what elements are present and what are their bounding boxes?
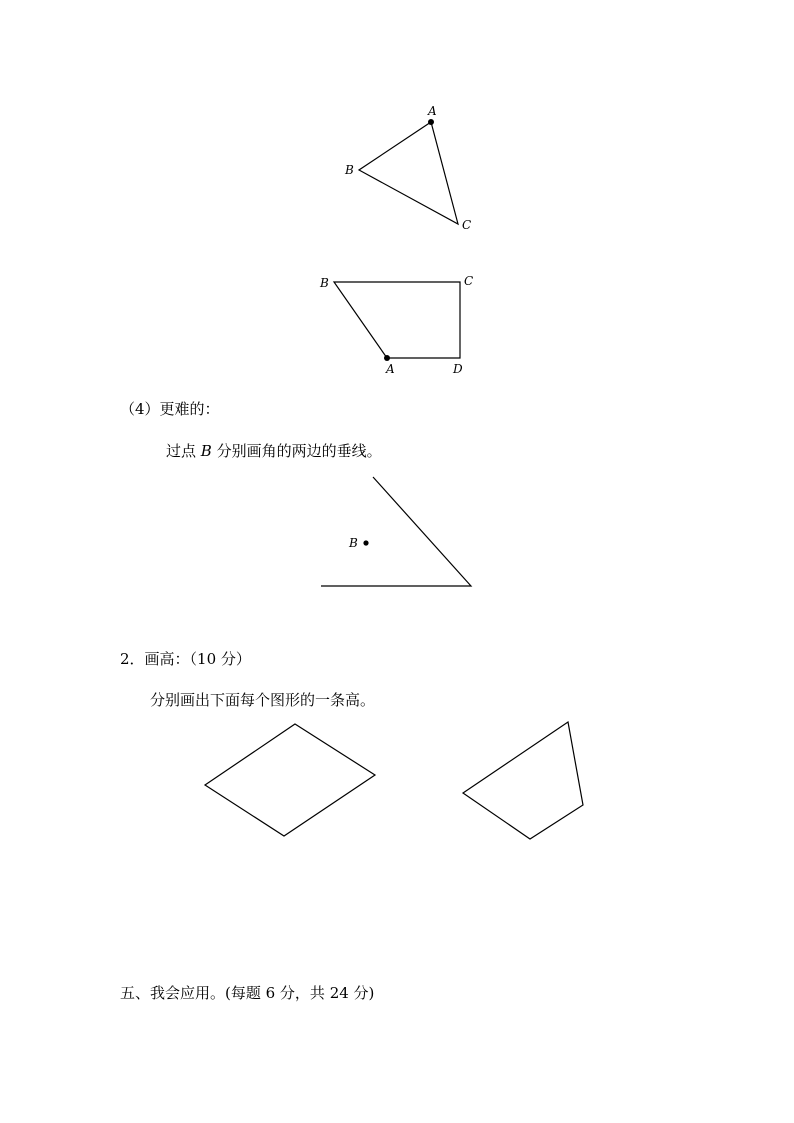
label-b: B: [349, 536, 358, 550]
section-4-instruction: [166, 441, 382, 461]
section-4-heading: （4）更难的：: [120, 400, 220, 418]
point-b-dot: [363, 540, 368, 545]
point-a-dot: [428, 119, 434, 125]
question-2-heading: 2．画高：（10 分）: [120, 650, 251, 668]
label-a: A: [386, 362, 395, 376]
rhombus-figure: [205, 724, 375, 836]
instruction-point: B: [200, 442, 212, 460]
question-2-instruction: 分别画出下面每个图形的一条高。: [150, 691, 376, 709]
instruction-suffix: 分别画角的两边的垂线。: [216, 442, 382, 460]
angle-figure: [321, 477, 471, 586]
triangle-abc: [359, 122, 458, 224]
label-a: A: [428, 104, 437, 118]
label-c: C: [464, 274, 474, 288]
angle-sides: [321, 477, 471, 586]
triangle-figure: [344, 104, 471, 232]
quadrilateral-figure: [463, 722, 583, 839]
trapezoid-bcda: [334, 282, 460, 358]
label-d: D: [453, 362, 463, 376]
point-a-dot: [384, 355, 390, 361]
instruction-prefix: 过点: [166, 442, 197, 460]
label-b: B: [345, 163, 354, 177]
label-c: C: [462, 218, 472, 232]
section-5-heading: 五、我会应用。(每题 6 分，共 24 分): [120, 984, 375, 1002]
trapezoid-figure: [319, 274, 473, 376]
label-b: B: [320, 276, 329, 290]
